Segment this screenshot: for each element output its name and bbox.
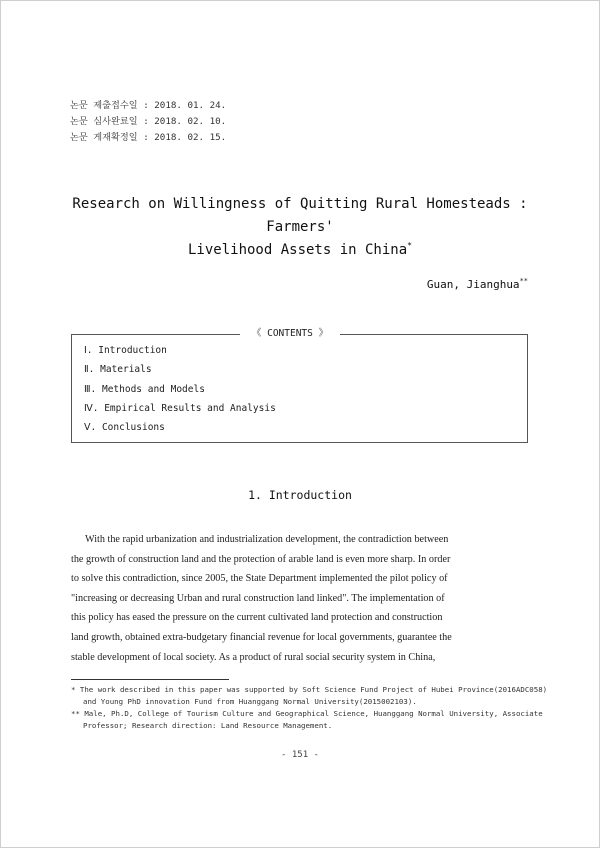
contents-item-materials[interactable]: Ⅱ. Materials <box>84 364 152 376</box>
footnote-divider <box>71 679 229 680</box>
body-line: to solve this contradiction, since 2005, the State Department implemented the pilot policy of <box>71 573 448 585</box>
title-line-2 <box>60 239 540 262</box>
title-line-1: Research on Willingness of Quitting Rural Homesteads : Farmers' <box>72 196 528 235</box>
author-name: Guan, Jianghua <box>426 278 520 291</box>
body-line: With the rapid urbanization and industrialization development, the contradiction between <box>85 534 449 545</box>
contents-item-methods[interactable]: Ⅲ. Methods and Models <box>84 383 205 395</box>
body-line: land growth, obtained extra-budgetary financial revenue for local governments, guarantee the <box>71 631 452 643</box>
author-footnote-mark: ** <box>519 277 528 285</box>
title-line-2-text: Livelihood Assets in China <box>188 242 408 258</box>
body-line: this policy has eased the pressure on the current cultivated land protection and construction <box>71 612 443 624</box>
footnotes <box>71 684 548 732</box>
section-heading: 1. Introduction <box>248 488 352 502</box>
contents-item-results[interactable]: Ⅳ. Empirical Results and Analysis <box>84 402 276 414</box>
review-date: 논문 심사완료일 : 2018. 02. 10. <box>70 116 227 127</box>
contents-item-conclusions[interactable]: Ⅴ. Conclusions <box>84 422 165 434</box>
footnote-2-continued: Professor; Research direction: Land Resource Management. <box>83 721 333 730</box>
contents-heading: 《 CONTENTS 》 <box>240 326 340 342</box>
body-line: "increasing or decreasing Urban and rural construction land linked". The implementation of <box>71 592 445 604</box>
contents-list <box>84 341 276 437</box>
paper-title <box>60 193 540 262</box>
body-line: stable development of local society. As a product of rural social security system in China, <box>71 651 436 663</box>
body-paragraph <box>71 530 529 667</box>
body-line: the growth of construction land and the protection of arable land is even more sharp. In order <box>71 553 451 565</box>
confirmation-date: 논문 게재확정일 : 2018. 02. 15. <box>70 132 227 143</box>
contents-item-introduction[interactable]: Ⅰ. Introduction <box>84 345 167 356</box>
submission-info <box>70 98 226 146</box>
author <box>427 278 528 291</box>
footnote-2: ** Male, Ph.D, College of Tourism Culture and Geographical Science, Huanggang Normal University, Associate <box>71 709 543 718</box>
page-number: - 151 - <box>281 750 319 760</box>
footnote-1-continued: and Young PhD innovation Fund from Huanggang Normal University(2015002103). <box>83 697 417 706</box>
footnote-1: * The work described in this paper was supported by Soft Science Fund Project of Hubei Province(2016ADC058) <box>71 685 548 694</box>
submission-date: 논문 제출접수일 : 2018. 01. 24. <box>70 100 227 111</box>
title-footnote-mark: * <box>407 241 412 250</box>
